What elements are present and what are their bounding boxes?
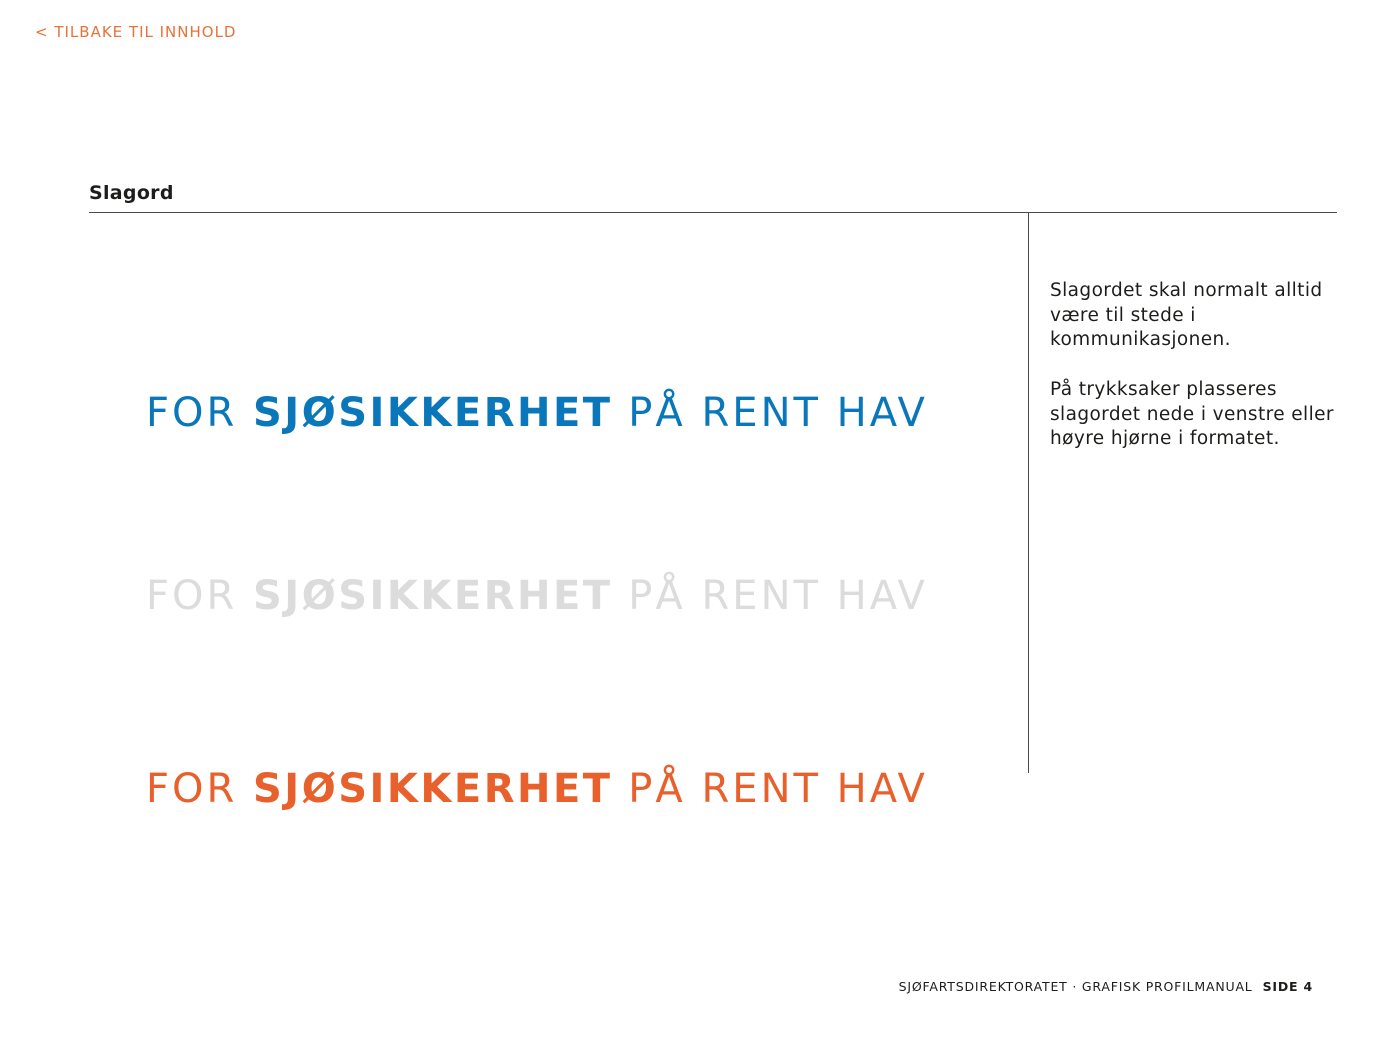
slogan-bold-text: SJØSIKKERHET: [253, 573, 613, 619]
page-footer: [899, 979, 1313, 994]
slogan-pre-text: FOR: [146, 390, 253, 436]
slogan-bold-text: SJØSIKKERHET: [253, 766, 613, 812]
description-text: [1050, 279, 1350, 452]
slogan-grey: [146, 573, 928, 619]
slogan-pre-text: FOR: [146, 766, 253, 812]
slogan-pre-text: FOR: [146, 573, 253, 619]
footer-publication: SJØFARTSDIREKTORATET · GRAFISK PROFILMANUAL: [898, 979, 1253, 994]
page-number: SIDE 4: [1262, 979, 1313, 994]
description-paragraph-2: På trykksaker plasseres slagordet nede i venstre eller høyre hjørne i formatet.: [1050, 378, 1334, 450]
section-title: Slagord: [89, 182, 174, 204]
slogan-post-text: PÅ RENT HAV: [612, 573, 928, 619]
horizontal-divider: [89, 212, 1337, 213]
vertical-divider: [1028, 213, 1029, 773]
back-to-contents-link[interactable]: < TILBAKE TIL INNHOLD: [35, 23, 237, 41]
slogan-orange: [146, 766, 928, 812]
slogan-post-text: PÅ RENT HAV: [612, 766, 928, 812]
description-paragraph-1: Slagordet skal normalt alltid være til stede i kommunikasjonen.: [1050, 280, 1323, 351]
slogan-blue: [146, 390, 928, 436]
slogan-post-text: PÅ RENT HAV: [612, 390, 928, 436]
slogan-bold-text: SJØSIKKERHET: [253, 390, 613, 436]
